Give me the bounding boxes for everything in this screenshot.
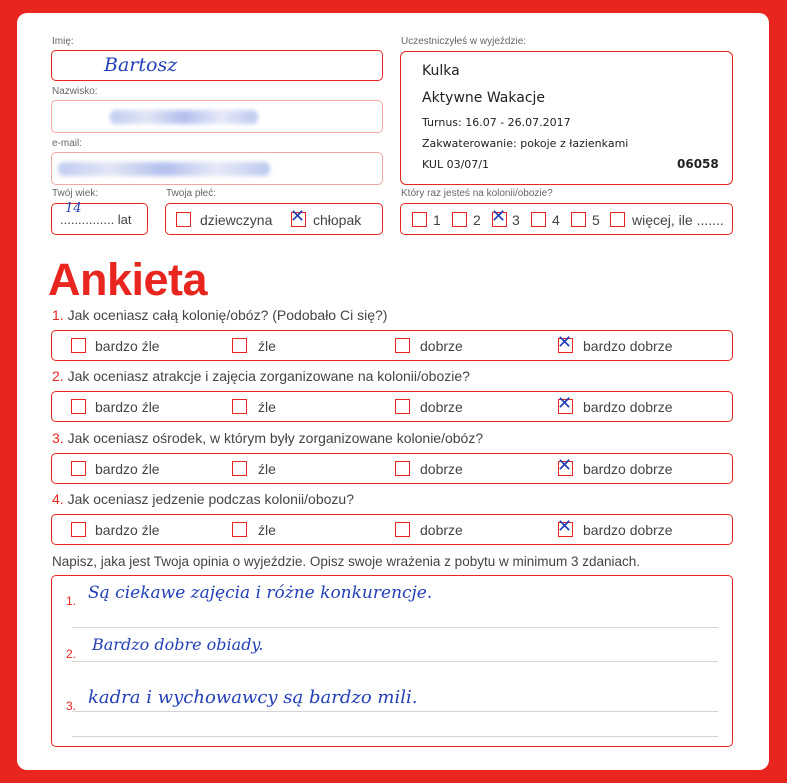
times-label-more: więcej, ile ....... xyxy=(632,212,724,228)
lat-label: ............... lat xyxy=(60,212,132,227)
check-mark-icon: ✕ xyxy=(557,455,573,476)
q4-label-zle: źle xyxy=(258,522,276,538)
uczestniczyles-label: Uczestniczyłeś w wyjeździe: xyxy=(401,36,527,47)
q4-box-bardzo-dobrze[interactable] xyxy=(557,516,573,537)
q3-label-bardzo-dobrze: bardzo dobrze xyxy=(583,461,673,477)
q3-label-dobrze: dobrze xyxy=(420,461,463,477)
q1-label-bardzo-dobrze: bardzo dobrze xyxy=(583,338,673,354)
q2-label-bardzo-zle: bardzo źle xyxy=(95,399,160,415)
ktory-raz-label: Który raz jesteś na kolonii/obozie? xyxy=(401,188,553,199)
plec-label: Twoja płeć: xyxy=(166,188,217,199)
q3-box-dobrze[interactable] xyxy=(395,461,410,476)
q2-label-dobrze: dobrze xyxy=(420,399,463,415)
times-box-more[interactable] xyxy=(610,212,625,227)
q2-box-zle[interactable] xyxy=(232,399,247,414)
times-box-1[interactable] xyxy=(412,212,427,227)
opinion-num-3: 3. xyxy=(66,699,77,713)
q2-box-dobrze[interactable] xyxy=(395,399,410,414)
q2-label-bardzo-dobrze: bardzo dobrze xyxy=(583,399,673,415)
times-label-2: 2 xyxy=(473,212,481,228)
question-1: 1. Jak oceniasz całą kolonię/obóz? (Podobało Ci się?) xyxy=(52,307,388,323)
redacted-email xyxy=(58,162,270,176)
times-box-2[interactable] xyxy=(452,212,467,227)
imie-label: Imię: xyxy=(52,36,74,47)
opinion-answer-2: Bardzo dobre obiady. xyxy=(92,635,264,654)
q1-label-bardzo-zle: bardzo źle xyxy=(95,338,160,354)
imie-field[interactable] xyxy=(51,50,383,81)
q4-label-bardzo-dobrze: bardzo dobrze xyxy=(583,522,673,538)
trip-code: KUL 03/07/1 xyxy=(422,158,489,171)
q4-box-dobrze[interactable] xyxy=(395,522,410,537)
question-3: 3. Jak oceniasz ośrodek, w którym były zorganizowane kolonie/obóz? xyxy=(52,430,484,446)
rating-row-4 xyxy=(51,514,733,545)
check-mark-icon: ✕ xyxy=(557,393,573,414)
times-label-3: 3 xyxy=(512,212,520,228)
plec-field xyxy=(165,203,383,235)
times-box-5[interactable] xyxy=(571,212,586,227)
q4-label-bardzo-zle: bardzo źle xyxy=(95,522,160,538)
trip-turnus: Turnus: 16.07 - 26.07.2017 xyxy=(422,116,571,129)
q3-box-bardzo-dobrze[interactable] xyxy=(557,455,573,476)
opinion-answer-1: Są ciekawe zajęcia i różne konkurencje. xyxy=(88,583,433,603)
survey-title: Ankieta xyxy=(48,254,208,305)
wiek-value: 14 xyxy=(65,201,82,216)
times-box-4[interactable] xyxy=(531,212,546,227)
q2-box-bardzo-dobrze[interactable] xyxy=(557,393,573,414)
q4-box-zle[interactable] xyxy=(232,522,247,537)
wiek-label: Twój wiek: xyxy=(52,188,99,199)
writing-line xyxy=(72,711,718,712)
trip-zakwaterowanie: Zakwaterowanie: pokoje z łazienkami xyxy=(422,137,629,150)
rating-row-1 xyxy=(51,330,733,361)
writing-line xyxy=(72,627,718,628)
times-label-1: 1 xyxy=(433,212,441,228)
gender-box-chlopak[interactable] xyxy=(290,206,306,227)
opinion-answer-3: kadra i wychowawcy są bardzo mili. xyxy=(88,687,418,708)
q3-box-zle[interactable] xyxy=(232,461,247,476)
gender-box-dziewczyna[interactable] xyxy=(176,212,191,227)
q1-box-dobrze[interactable] xyxy=(395,338,410,353)
question-4: 4. Jak oceniasz jedzenie podczas kolonii/obozu? xyxy=(52,491,354,507)
q3-label-zle: źle xyxy=(258,461,276,477)
q1-box-zle[interactable] xyxy=(232,338,247,353)
q3-label-bardzo-zle: bardzo źle xyxy=(95,461,160,477)
email-field[interactable] xyxy=(51,152,383,185)
check-mark-icon: ✕ xyxy=(557,332,573,353)
ktory-raz-field xyxy=(400,203,733,235)
writing-line xyxy=(72,661,718,662)
q4-label-dobrze: dobrze xyxy=(420,522,463,538)
check-mark-icon: ✕ xyxy=(290,206,306,227)
q1-label-dobrze: dobrze xyxy=(420,338,463,354)
nazwisko-field[interactable] xyxy=(51,100,383,133)
trip-info-box xyxy=(400,51,733,185)
rating-row-3 xyxy=(51,453,733,484)
opinion-num-2: 2. xyxy=(66,647,77,661)
q2-label-zle: źle xyxy=(258,399,276,415)
q1-box-bardzo-dobrze[interactable] xyxy=(557,332,573,353)
imie-value: Bartosz xyxy=(104,54,178,76)
wiek-field[interactable] xyxy=(51,203,148,235)
times-label-4: 4 xyxy=(552,212,560,228)
redacted-surname xyxy=(110,110,258,124)
q1-box-bardzo-zle[interactable] xyxy=(71,338,86,353)
trip-name: Kulka xyxy=(422,63,460,79)
question-2: 2. Jak oceniasz atrakcje i zajęcia zorganizowane na kolonii/obozie? xyxy=(52,368,470,384)
email-label: e-mail: xyxy=(52,138,83,149)
check-mark-icon: ✕ xyxy=(491,206,507,227)
rating-row-2 xyxy=(51,391,733,422)
gender-label-chlopak: chłopak xyxy=(313,212,362,228)
gender-label-dziewczyna: dziewczyna xyxy=(200,212,273,228)
q4-box-bardzo-zle[interactable] xyxy=(71,522,86,537)
check-mark-icon: ✕ xyxy=(557,516,573,537)
q2-box-bardzo-zle[interactable] xyxy=(71,399,86,414)
trip-number: 06058 xyxy=(677,157,719,171)
times-box-3[interactable] xyxy=(491,206,507,227)
trip-company: Aktywne Wakacje xyxy=(422,90,546,106)
writing-line xyxy=(72,736,718,737)
opinion-prompt: Napisz, jaka jest Twoja opinia o wyjeździe. Opisz swoje wrażenia z pobytu w minimum 3 zdaniach. xyxy=(52,554,641,569)
times-label-5: 5 xyxy=(592,212,600,228)
opinion-num-1: 1. xyxy=(66,594,77,608)
q1-label-zle: źle xyxy=(258,338,276,354)
nazwisko-label: Nazwisko: xyxy=(52,86,98,97)
q3-box-bardzo-zle[interactable] xyxy=(71,461,86,476)
